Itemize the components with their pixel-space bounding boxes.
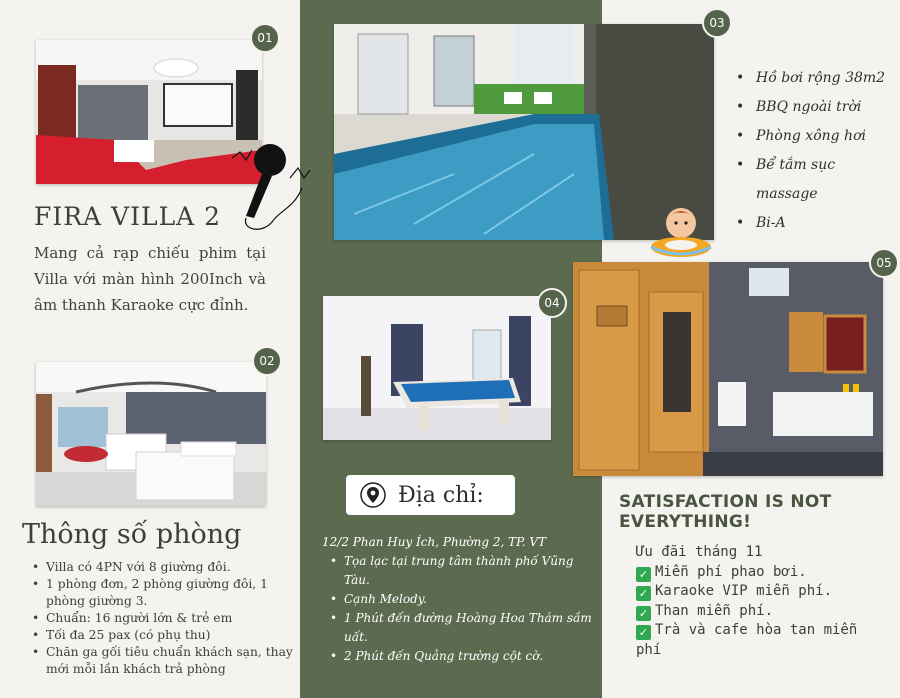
spec-item: • Chuẩn: 16 người lớn & trẻ em bbox=[22, 610, 298, 627]
promo-item-text: Miễn phí phao bơi. bbox=[655, 563, 807, 580]
location-pin-icon bbox=[360, 482, 386, 508]
photo-bedroom bbox=[36, 362, 266, 506]
specs-list bbox=[22, 559, 298, 678]
feature-item: • Bể tắm sục massage bbox=[736, 151, 900, 209]
address-box bbox=[346, 475, 515, 515]
address-item: • Tọa lạc tại trung tâm thành phố Vũng Tàu. bbox=[322, 552, 592, 590]
badge-05: 05 bbox=[869, 248, 899, 278]
photo-sauna-bathroom bbox=[573, 262, 883, 476]
feature-item: • Bi-A bbox=[736, 209, 900, 238]
promo-item bbox=[636, 563, 888, 583]
features-list bbox=[736, 64, 900, 238]
specs-title: Thông số phòng bbox=[22, 519, 242, 550]
promo-item bbox=[636, 582, 888, 602]
address-list bbox=[322, 552, 592, 666]
feature-item: • Phòng xông hơi bbox=[736, 122, 900, 151]
check-icon: ✓ bbox=[636, 625, 651, 640]
badge-02: 02 bbox=[252, 346, 282, 376]
address-line: 12/2 Phan Huy Ích, Phường 2, TP. VT bbox=[322, 535, 547, 549]
address-details bbox=[322, 533, 592, 666]
promo-item-text: Than miễn phí. bbox=[655, 602, 774, 619]
villa-description: Mang cả rạp chiếu phim tại Villa với màn hình 200Inch và âm thanh Karaoke cực đỉnh. bbox=[34, 244, 266, 314]
address-label: Địa chỉ: bbox=[398, 482, 484, 508]
feature-item: • Hồ bơi rộng 38m2 bbox=[736, 64, 900, 93]
spec-item: • Tối đa 25 pax (có phụ thu) bbox=[22, 627, 298, 644]
spec-item: • 1 phòng đơn, 2 phòng giường đôi, 1 phòng giường 3. bbox=[22, 576, 298, 610]
address-item: • 2 Phút đến Quảng trường cột cờ. bbox=[322, 647, 592, 666]
promo-item bbox=[636, 602, 888, 622]
promo-item-text: Karaoke VIP miễn phí. bbox=[655, 583, 833, 599]
kid-swim-ring-icon bbox=[645, 203, 717, 267]
check-icon: ✓ bbox=[636, 606, 651, 621]
promo-item bbox=[636, 621, 888, 660]
check-icon: ✓ bbox=[636, 586, 651, 601]
microphone-icon bbox=[232, 138, 312, 242]
badge-01: 01 bbox=[250, 23, 280, 53]
photo-billiards bbox=[323, 296, 551, 440]
badge-03: 03 bbox=[702, 8, 732, 38]
promo-item-text: Trà và cafe hòa tan miễn phí bbox=[636, 622, 858, 658]
villa-title: FIRA VILLA 2 bbox=[34, 202, 222, 231]
badge-04: 04 bbox=[537, 288, 567, 318]
address-item: • Cạnh Melody. bbox=[322, 590, 592, 609]
feature-item: • BBQ ngoài trời bbox=[736, 93, 900, 122]
promo-block bbox=[636, 543, 888, 660]
promo-headline: SATISFACTION IS NOT EVERYTHING! bbox=[619, 492, 832, 532]
spec-item: • Chăn ga gối tiêu chuẩn khách sạn, thay mới mỗi lần khách trả phòng bbox=[22, 644, 298, 678]
spec-item: • Villa có 4PN với 8 giường đôi. bbox=[22, 559, 298, 576]
check-icon: ✓ bbox=[636, 567, 651, 582]
address-item: • 1 Phút đến đường Hoàng Hoa Thám sầm uất. bbox=[322, 609, 592, 647]
promo-month: Ưu đãi tháng 11 bbox=[636, 544, 763, 560]
photo-home-theater bbox=[36, 40, 262, 184]
